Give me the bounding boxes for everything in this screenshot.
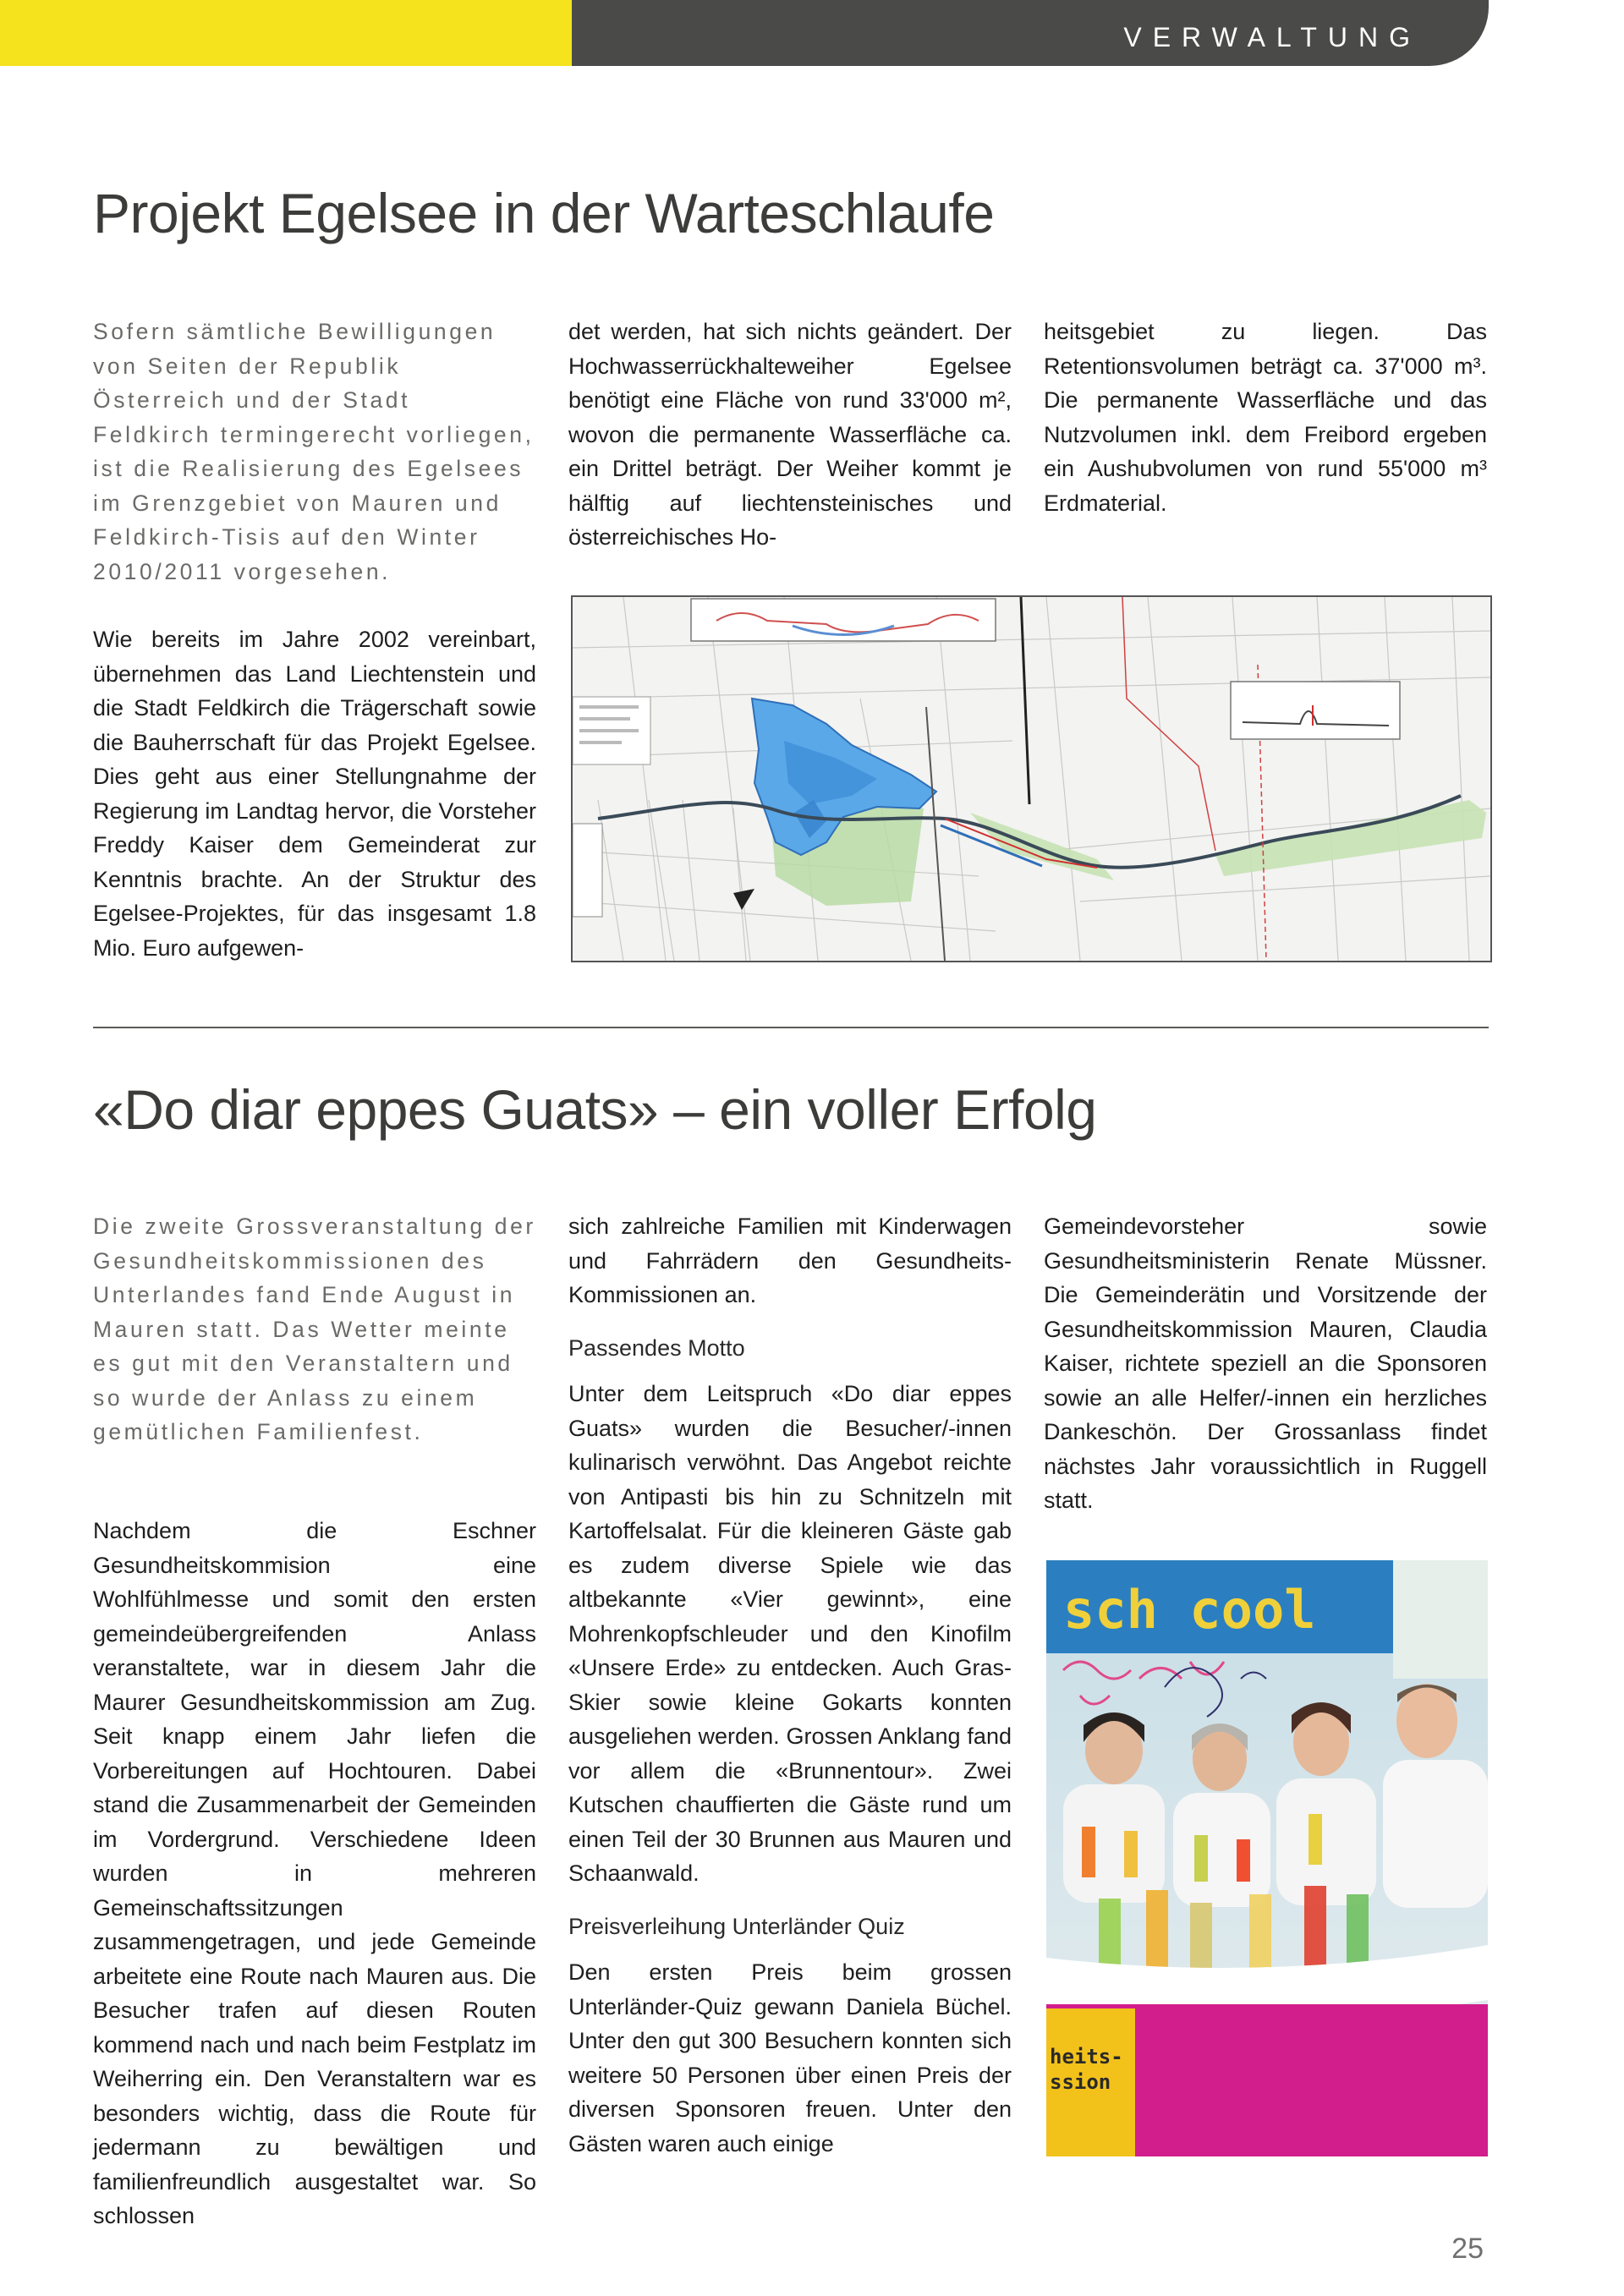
article2-col2 [568, 1209, 1012, 2161]
site-plan-map [571, 595, 1492, 962]
header-accent-bar [0, 0, 572, 66]
article2-title: «Do diar eppes Guats» – ein voller Erfolg [93, 1078, 1097, 1141]
article2-col2-paragraph: Den ersten Preis beim grossen Unterländer-Quiz gewann Daniela Büchel. Unter den gut 300 Besuchern konnten sich weitere 50 Personen über einen Preis der diversen Sponsoren freuen. Unter den Gästen waren auch einige [568, 1959, 1012, 2156]
counter-sign-line-2: ssion [1050, 2070, 1111, 2094]
section-label: VERWALTUNG [1123, 22, 1421, 52]
banner-text: sch cool [1063, 1579, 1316, 1641]
article2-subheading-motto: Passendes Motto [568, 1334, 745, 1361]
article2-col2-paragraph: Unter dem Leitspruch «Do diar eppes Guats» wurden die Besucher/-innen kulinarisch verwöhnt. Das Angebot reichte von Antipasti bis hin zu Schnitzeln mit Kartoffelsalat. Für die kleineren Gäste gab es zudem diverse Spiele wie das altbekannte «Vier gewinnt», eine Mohrenkopfschleuder und den Kinofilm «Unsere Erde» zu entdecken. Auch Gras-Skier sowie kleine Gokarts konnten ausgeliehen werden. Grossen Anklang fand vor allem die «Brunnentour». Zwei Kutschen chauffierten die Gäste rund um einen Teil der 30 Brunnen aus Mauren und Schaanwald. [568, 1381, 1012, 1886]
article2-subheading-quiz: Preisverleihung Unterländer Quiz [568, 1913, 905, 1939]
page-number: 25 [1451, 2233, 1484, 2265]
event-photo [1046, 1560, 1488, 2156]
section-divider [93, 1027, 1489, 1028]
counter-sign-line-1: heits- [1050, 2045, 1123, 2069]
article1-col2: det werden, hat sich nichts geändert. Der Hochwasserrückhalteweiher Egelsee benötigt eine Fläche von rund 33'000 m², wovon die permanente Wasserfläche ca. ein Drittel beträgt. Der Weiher kommt je hälftig auf liechtensteinisches und österreichisches Ho- [568, 319, 1012, 550]
article1-col3: heitsgebiet zu liegen. Das Retentionsvolumen beträgt ca. 37'000 m³. Die permanente Wasserfläche und das Nutzvolumen inkl. dem Freibord ergeben ein Aushubvolumen von rund 55'000 m³ Erdmaterial. [1044, 319, 1487, 516]
article2-col1-body: Nachdem die Eschner Gesundheitskommision eine Wohlfühlmesse und somit den ersten gemeindeübergreifenden Anlass veranstaltete, war in diesem Jahr die Maurer Gesundheitskommission am Zug. Seit knapp einem Jahr liefen die Vorbereitungen auf Hochtouren. Dabei stand die Zusammenarbeit der Gemeinden im Vordergrund. Verschiedene Ideen wurden in mehreren Gemeinschaftssitzungen zusammengetragen, und jede Gemeinde arbeitete eine Route nach Mauren aus. Die Besucher trafen auf diesen Routen kommend nach und nach beim Festplatz im Weiherring ein. Den Veranstaltern war es besonders wichtig, dass die Route für jedermann zu bewältigen und familienfreundlich ausgestaltet war. So schlossen [93, 1518, 536, 2228]
article1-lead: Sofern sämtliche Bewilligungen von Seiten der Republik Österreich und der Stadt Feldkirch termingerecht vorliegen, ist die Realisierung des Egelsees im Grenzgebiet von Mauren und Feldkirch-Tisis auf den Winter 2010/2011 vorgesehen. [93, 319, 535, 584]
article2-lead: Die zweite Grossveranstaltung der Gesundheitskommissionen des Unterlandes fand Ende August in Mauren statt. Das Wetter meinte es gut mit den Veranstaltern und so wurde der Anlass zu einem gemütlichen Familienfest. [93, 1214, 536, 1444]
site-plan-drawing [573, 597, 1490, 961]
article1-title: Projekt Egelsee in der Warteschlaufe [93, 182, 995, 244]
article1-col1-body: Wie bereits im Jahre 2002 vereinbart, übernehmen das Land Liechtenstein und die Stadt Feldkirch die Trägerschaft sowie die Bauherrschaft für das Projekt Egelsee. Dies geht aus einer Stellungnahme der Regierung im Landtag hervor, die Vorsteher Freddy Kaiser dem Gemeinderat zur Kenntnis brachte. An der Struktur des Egelsee-Projektes, für das insgesamt 1.8 Mio. Euro aufgewen- [93, 627, 536, 961]
article2-col3: Gemeindevorsteher sowie Gesundheitsministerin Renate Müssner. Die Gemeinderätin und Vorsitzende der Gesundheitskommission Mauren, Claudia Kaiser, richtete speziell an die Sponsoren sowie an alle Helfer/-innen ein herzliches Dankeschön. Der Grossanlass findet nächstes Jahr voraussichtlich in Ruggell statt. [1044, 1214, 1487, 1513]
event-photo-drawing [1046, 1560, 1488, 2156]
article2-col2-paragraph: sich zahlreiche Familien mit Kinderwagen und Fahrrädern den Gesundheits-Kommissionen an. [568, 1214, 1012, 1307]
